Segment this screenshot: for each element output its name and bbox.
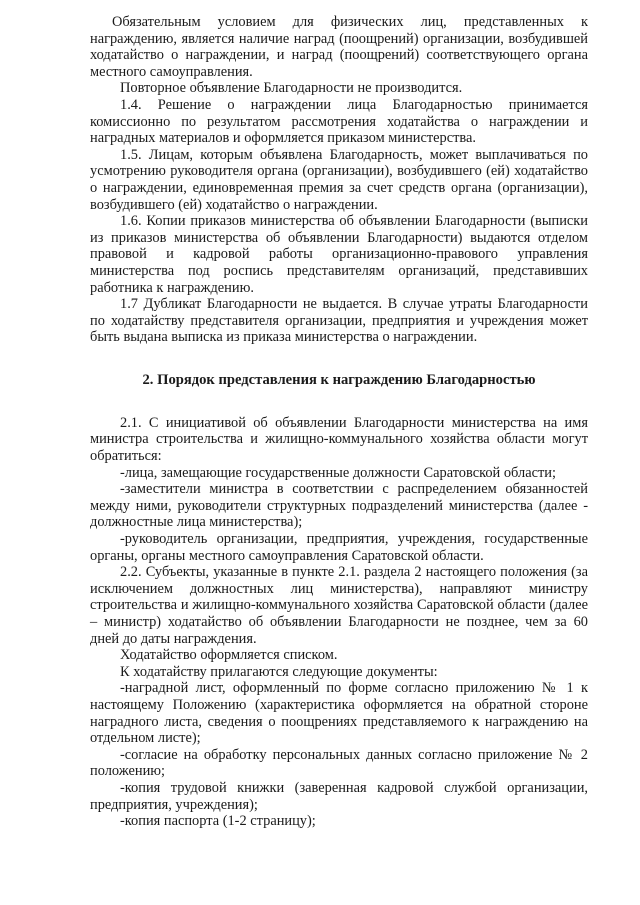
- paragraph-1-4: 1.4. Решение о награждении лица Благодарностью принимается комиссионно по результатом рассмотрения ходатайства о награждении и наградных материалов и оформляется приказом министерства.: [90, 96, 588, 147]
- list-item-employment-book: -копия трудовой книжки (заверенная кадровой службой организации, предприятия, учреждения);: [90, 779, 588, 813]
- paragraph-list-format: Ходатайство оформляется списком.: [120, 647, 338, 664]
- paragraph-1-7: 1.7 Дубликат Благодарности не выдается. В случае утраты Благодарности по ходатайству представителя организации, предприятия и учреждения может быть выдана выписка из приказа министерства о награждении.: [90, 296, 588, 346]
- spacer: [90, 389, 588, 415]
- paragraph-no-repeat: Повторное объявление Благодарности не производится.: [120, 80, 463, 97]
- paragraph-2-2: 2.2. Субъекты, указанные в пункте 2.1. раздела 2 настоящего положения (за исключением должностных лиц министерства), направляют министру строительства и жилищно-коммунального хозяйства Саратовской области (далее – министр) ходатайство об объявлении Благодарности не позднее, чем за 60 дней до даты награждения.: [90, 564, 588, 647]
- list-item-consent: -согласие на обработку персональных данных согласно приложение № 2 положению;: [90, 746, 588, 780]
- list-item-heads: -руководитель организации, предприятия, учреждения, государственные органы, органы местного самоуправления Саратовской области.: [90, 531, 588, 564]
- paragraph-documents-intro: К ходатайству прилагаются следующие документы:: [120, 663, 438, 680]
- list-item-deputies: -заместители министра в соответствии с распределением обязанностей между ними, руководители структурных подразделений министерства (далее - должностные лица министерства);: [90, 481, 588, 531]
- section-heading: 2. Порядок представления к награждению Благодарностью: [142, 371, 536, 388]
- paragraph-1-5: 1.5. Лицам, которым объявлена Благодарность, может выплачиваться по усмотрению руководителя органа (организации), возбудившего (ей) ходатайство о награждении, единовременная премия за счет средств органа (организации), возбудившего (ей) ходатайство о награждении.: [90, 146, 588, 213]
- paragraph-2-1: 2.1. С инициативой об объявлении Благодарности министерства на имя министра строительства и жилищно-коммунального хозяйства области могут обратиться:: [90, 414, 588, 465]
- spacer: [90, 346, 588, 372]
- list-item-award-sheet: -наградной лист, оформленный по форме согласно приложению № 1 к настоящему Положению (характеристика оформляется на обратной стороне наградного листа, сведения о поощрениях представляемого к награждению на отдельном листе);: [90, 680, 588, 747]
- paragraph-eligibility: Обязательным условием для физических лиц, представленных к награждению, является наличие наград (поощрений) организации, возбудившей ходатайство о награждении, и наград (поощрений) соответствующего органа местного самоуправления.: [90, 14, 588, 80]
- paragraph-1-6: 1.6. Копии приказов министерства об объявлении Благодарности (выписки из приказов министерства об объявлении Благодарности) выдаются отделом правовой и кадровой работы организационно-правового управления министерства под роспись представителям организаций, представивших работника к награждению.: [90, 213, 588, 296]
- list-item-passport: -копия паспорта (1-2 страницу);: [120, 813, 316, 830]
- list-item-officials: -лица, замещающие государственные должности Саратовской области;: [120, 464, 556, 481]
